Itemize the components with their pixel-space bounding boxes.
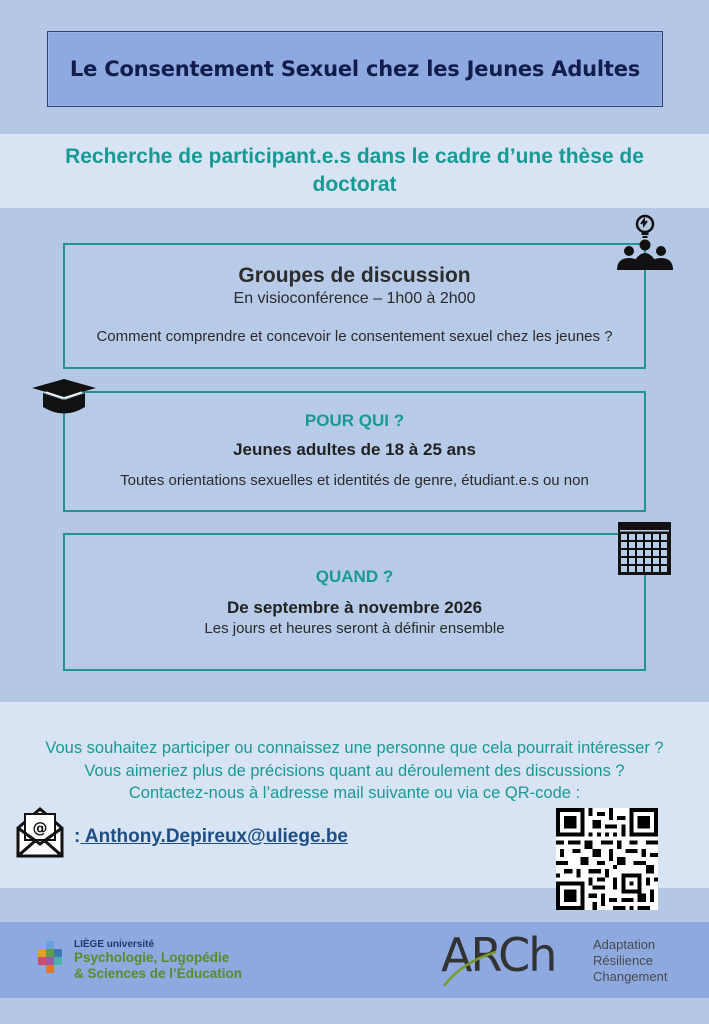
- card-groupes-format: En visioconférence – 1h00 à 2h00: [233, 290, 476, 307]
- graduation-cap-icon: [29, 377, 99, 417]
- uliege-logo-icon: [38, 941, 70, 975]
- title-box: [47, 31, 663, 107]
- card-discussion-groups: [63, 243, 646, 369]
- subtitle: [15, 143, 695, 199]
- email-prefix: :: [74, 826, 81, 847]
- subtitle-band: [0, 134, 709, 208]
- card-quand-details: Les jours et heures seront à définir ensemble: [204, 620, 505, 637]
- card-for-whom: [63, 391, 646, 512]
- mail-envelope-icon: [15, 806, 65, 858]
- faculty-line-1: Psychologie, Logopédie: [74, 950, 230, 965]
- arch-word-changement: Changement: [593, 969, 668, 984]
- arch-logo-letters: ARCh: [441, 928, 556, 982]
- card-quand-period: De septembre à novembre 2026: [226, 598, 483, 617]
- uliege-name: LIÈGE université: [74, 939, 155, 950]
- arch-word-adaptation: Adaptation: [593, 937, 656, 952]
- subtitle-line-1: Recherche de participant.e.s dans le cadre d’une thèse de: [65, 145, 644, 168]
- calendar-icon: [617, 521, 672, 576]
- contact-line-2: Vous aimeriez plus de précisions quant au déroulement des discussions ?: [84, 762, 625, 780]
- contact-line-1: Vous souhaitez participer ou connaissez une personne que cela pourrait intéresser ?: [45, 739, 664, 757]
- card-pourqui-details: Toutes orientations sexuelles et identités de genre, étudiant.e.s ou non: [120, 472, 589, 489]
- card-groupes-question: Comment comprendre et concevoir le consentement sexuel chez les jeunes ?: [96, 328, 613, 345]
- arch-swoosh-icon: [442, 932, 500, 988]
- card-pourqui-heading: POUR QUI ?: [304, 411, 405, 430]
- subtitle-line-2: doctorat: [312, 173, 397, 196]
- uliege-logo: [74, 939, 242, 982]
- email-line: [74, 826, 348, 848]
- card-pourqui-age: Jeunes adultes de 18 à 25 ans: [233, 440, 476, 459]
- email-link[interactable]: Anthony.Depireux@uliege.be: [84, 826, 349, 847]
- bottom-strip: [0, 998, 709, 1024]
- card-when: [63, 533, 646, 671]
- svg-text:@: @: [32, 819, 48, 837]
- card-groupes-heading: Groupes de discussion: [238, 264, 471, 287]
- page-title: Le Consentement Sexuel chez les Jeunes Adultes: [69, 57, 641, 81]
- arch-words: [593, 937, 667, 985]
- card-quand-heading: QUAND ?: [315, 567, 394, 586]
- qr-code[interactable]: [556, 808, 658, 910]
- faculty-line-2: & Sciences de l’Éducation: [74, 966, 243, 981]
- contact-line-3: Contactez-nous à l’adresse mail suivante ou via ce QR-code :: [128, 784, 581, 802]
- people-lightbulb-icon: [614, 212, 676, 274]
- arch-word-resilience: Résilience: [593, 953, 653, 968]
